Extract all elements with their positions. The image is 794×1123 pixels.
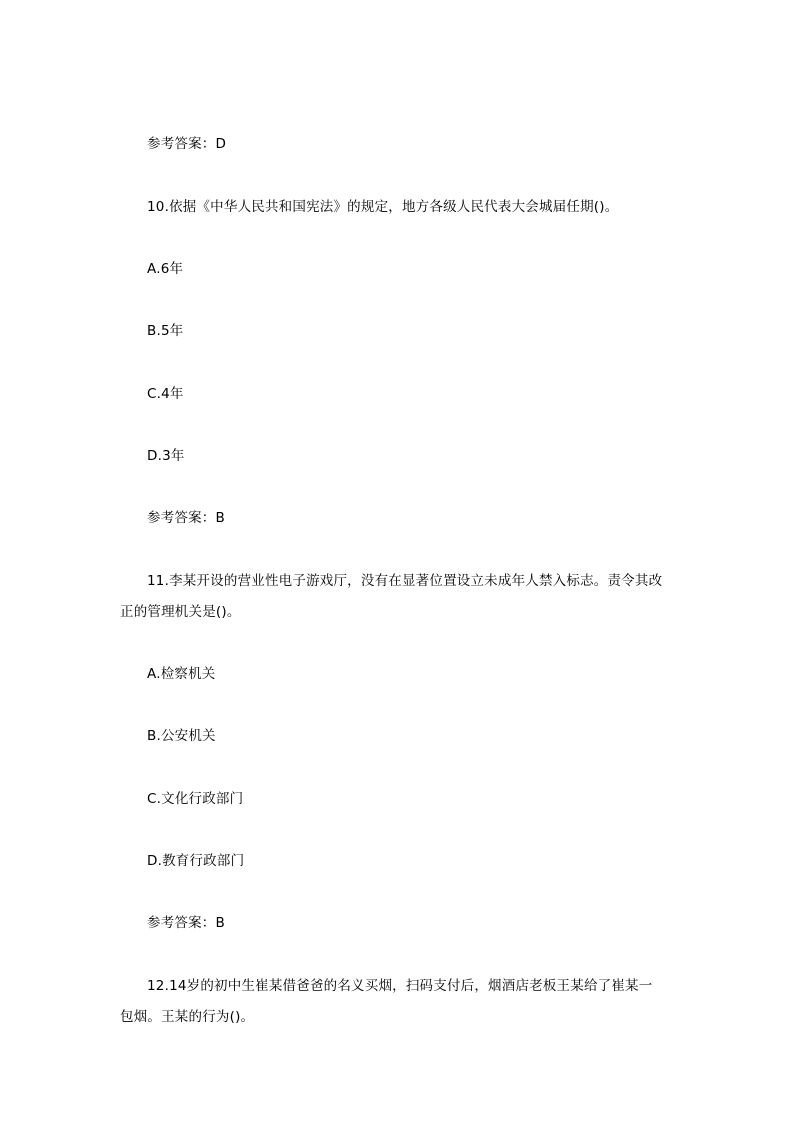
- question-11-stem-line-2: 正的管理机关是()。: [120, 604, 241, 620]
- answer-q10: 参考答案：B: [147, 510, 225, 526]
- question-12-stem-line-2: 包烟。王某的行为()。: [120, 1009, 255, 1025]
- question-12-stem-line-1: 12.14岁的初中生崔某借爸爸的名义买烟，扫码支付后，烟酒店老板王某给了崔某一: [147, 978, 653, 994]
- question-10-stem: 10.依据《中华人民共和国宪法》的规定，地方各级人民代表大会城届任期()。: [147, 199, 619, 215]
- question-11-option-a: A.检察机关: [147, 666, 216, 682]
- question-11-option-d: D.教育行政部门: [147, 853, 245, 869]
- answer-q11: 参考答案：B: [147, 915, 225, 931]
- answer-q9: 参考答案：D: [147, 136, 227, 152]
- question-11-option-c: C.文化行政部门: [147, 791, 244, 807]
- question-10-option-b: B.5年: [147, 323, 184, 339]
- question-11-stem-line-1: 11.李某开设的营业性电子游戏厅，没有在显著位置设立未成年人禁入标志。责令其改: [147, 573, 663, 589]
- question-10-option-d: D.3年: [147, 448, 185, 464]
- question-10-option-a: A.6年: [147, 261, 184, 277]
- question-10-option-c: C.4年: [147, 386, 184, 402]
- question-11-option-b: B.公安机关: [147, 728, 216, 744]
